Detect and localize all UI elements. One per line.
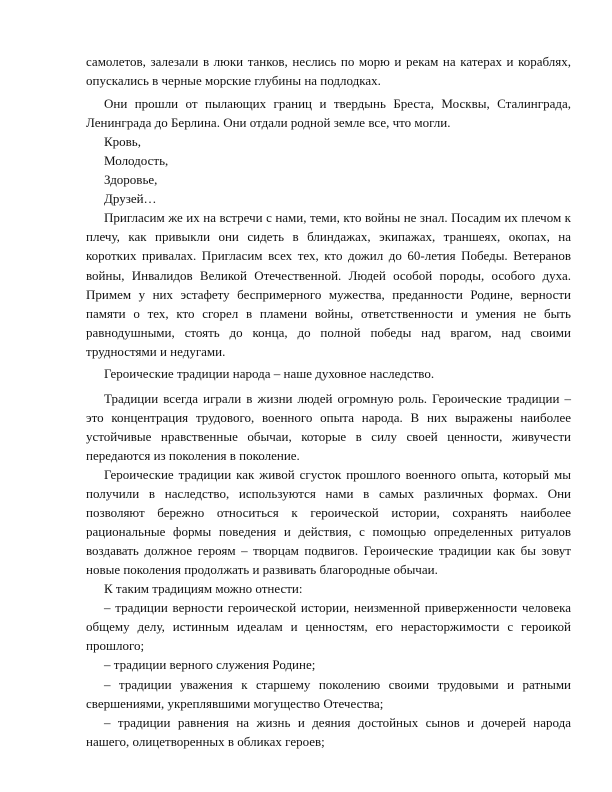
- list-item-follow-heroes: – традиции равнения на жизнь и деяния достойных сынов и дочерей народа нашего, олицетворенных в обликах героев;: [86, 714, 571, 749]
- list-line-youth: Молодость,: [104, 153, 169, 169]
- paragraph-they-passed: Они прошли от пылающих границ и твердынь Бреста, Москвы, Сталинграда, Ленинграда до Берлина. Они отдали родной земле все, что могли.: [86, 96, 571, 131]
- paragraph-list-intro: К таким традициям можно отнести:: [104, 581, 303, 597]
- list-line-health: Здоровье,: [104, 172, 158, 188]
- list-item-serving-homeland: – традиции верного служения Родине;: [104, 657, 316, 673]
- document-page: [86, 52, 571, 751]
- paragraph-continuation: самолетов, залезали в люки танков, неслись по морю и рекам на катерах и кораблях, опускались в черные морские глубины на подлодках.: [86, 54, 571, 89]
- paragraph-heroic-traditions: Героические традиции как живой сгусток прошлого военного опыта, который мы получили в наследство, используются нами в самых различных формах. Они позволяют бережно относиться к героической истории, сохранять наиболее рациональные формы поведения и действия, с помощью определенных ритуалов воздавать должное героям – творцам подвигов. Героические традиции как бы зовут новые поколения продолжать и развивать благородные обычаи.: [86, 466, 571, 578]
- list-item-loyalty-history: – традиции верности героической истории, неизменной приверженности человека общему делу, истинным идеалам и ценностям, его нерасторжимости с героикой прошлого;: [86, 600, 571, 654]
- list-item-respect-elders: – традиции уважения к старшему поколению своими трудовыми и ратными свершениями, укреплявшими могущество Отечества;: [86, 676, 571, 711]
- section-heading: Героические традиции народа – наше духовное наследство.: [104, 365, 435, 381]
- list-line-friends: Друзей…: [104, 191, 157, 207]
- list-line-blood: Кровь,: [104, 134, 141, 150]
- paragraph-invite-veterans: Пригласим же их на встречи с нами, теми, кто войны не знал. Посадим их плечом к плечу, как привыкли они сидеть в блиндажах, экипажах, траншеях, окопах, на коротких привалах. Пригласим всех тех, кто дожил до 60-летия Победы. Ветеранов войны, Инвалидов Великой Отечественной. Людей особой породы, особого духа. Примем у них эстафету беспримерного мужества, преданности Родине, верности памяти о тех, кто сгорел в пламени войны, ответственности и умения не быть равнодушными, стоять до конца, до полной победы над врагом, над своими трудностями и недугами.: [86, 210, 571, 359]
- paragraph-traditions-role: Традиции всегда играли в жизни людей огромную роль. Героические традиции – это концентрация трудового, военного опыта народа. В них выражены наиболее устойчивые нравственные обычаи, которые в силу своей ценности, живучести передаются из поколения в поколение.: [86, 390, 571, 463]
